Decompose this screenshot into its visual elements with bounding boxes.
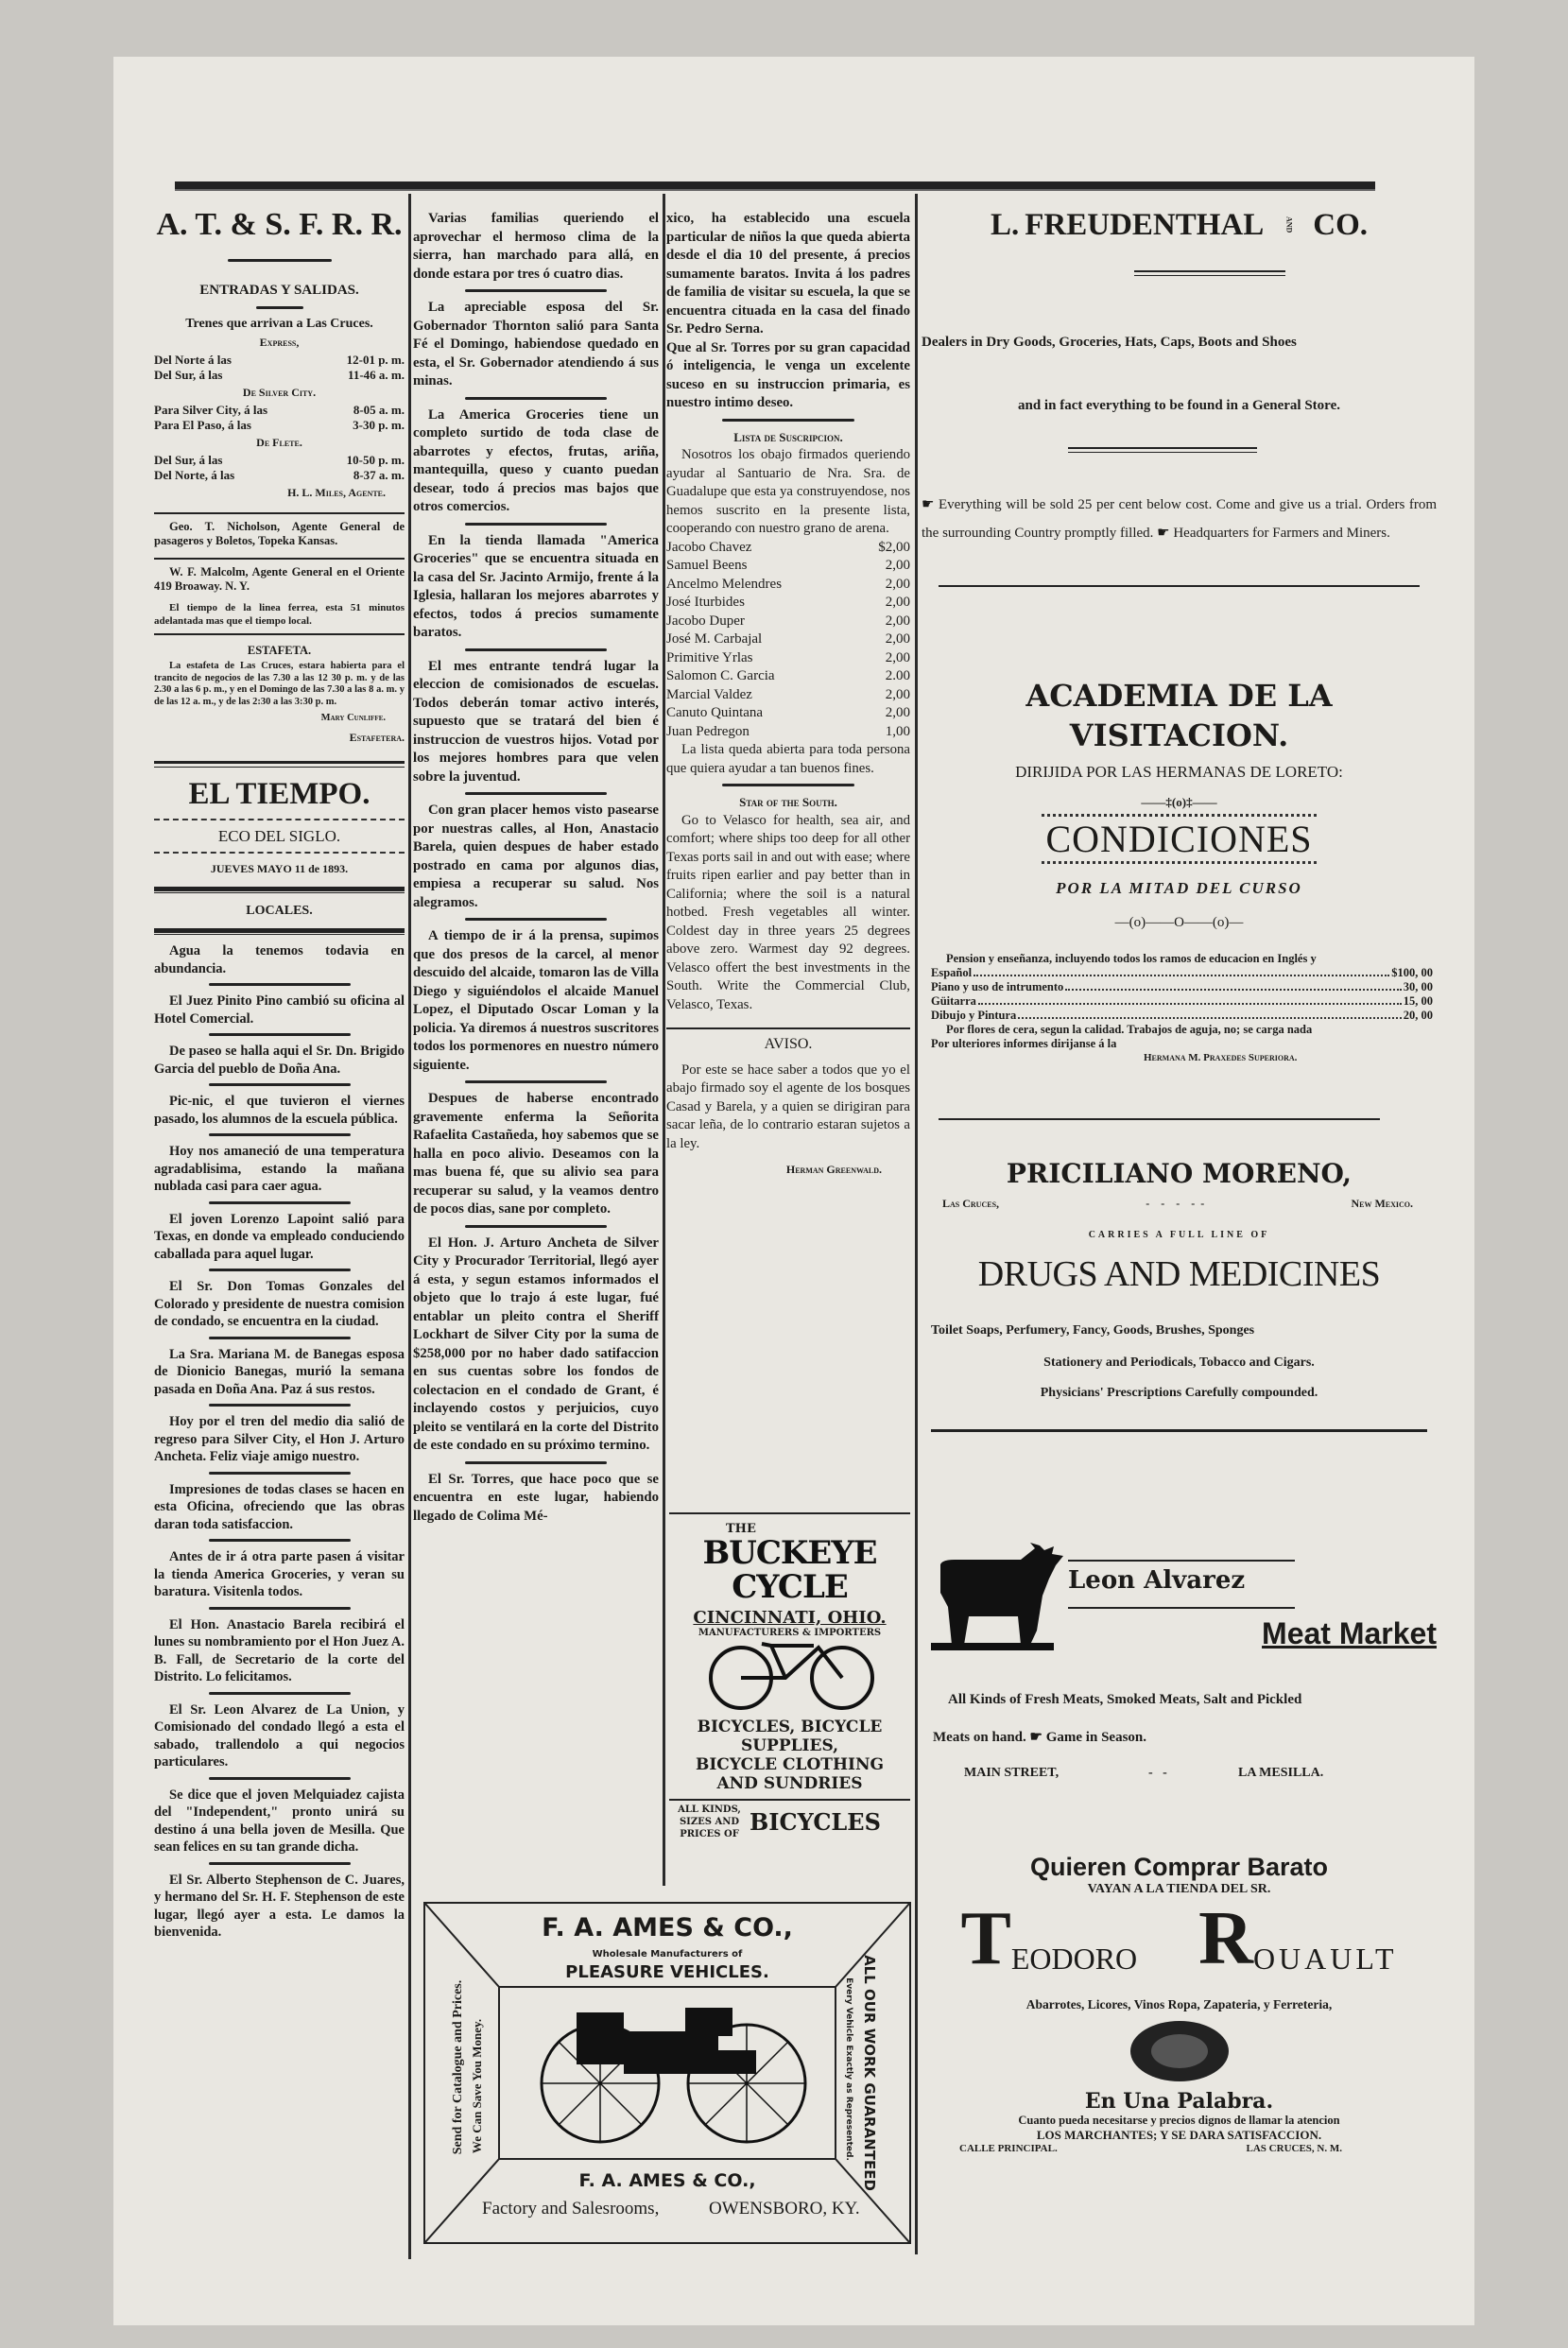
separator-rule (465, 792, 607, 795)
news-item: La apreciable esposa del Sr. Gobernador Thornton salió para Santa Fé el Domingo, habiendose quedado en esta, el Sr. Gobernador atendiendo á sus minas. (413, 300, 659, 388)
local-news-item-list (154, 942, 405, 1942)
news-item: Que al Sr. Torres por su gran capacidad ó inteligencia, le venga un excelente suceso en su instruccion primaria, es nuestro intimo deseo. (666, 339, 910, 410)
subscriber-row-label: Juan Pedregon (666, 723, 750, 739)
column-rule (663, 194, 665, 1886)
ornament-icon (1128, 2018, 1232, 2084)
bicycle-icon (696, 1638, 885, 1714)
buckeye-kinds: ALL KINDS, SIZES AND PRICES OF (678, 1804, 741, 1839)
fee-row-value: 30, 00 (1403, 980, 1433, 993)
freudenthal-co: CO. (1313, 208, 1369, 242)
meat-town: LA MESILLA. (1238, 1766, 1324, 1780)
buckeye-name: BUCKEYE CYCLE (702, 1534, 877, 1606)
freudenthal-line-2: and in fact everything to be found in a General Store. (1018, 398, 1340, 413)
aviso-title: AVISO. (764, 1036, 813, 1052)
train-row-value: 12-01 p. m. (346, 353, 405, 367)
column-rule (408, 194, 411, 2259)
locales-heading: LOCALES. (246, 904, 313, 918)
estafeta-text: La estafeta de Las Cruces, estara habierta para el trancito de negocios de las 7.30 a las 12 30 p. m. y de las 2.30 a las 6 p. m., y en el Domingo de las 7.30 a las 8 a. m. y de las 12 a. m., y de las 2:30 a las 3:30 p. m. (154, 661, 405, 707)
subscription-intro: Nosotros los obajo firmados queriendo ayudar al Santuario de Nra. Sra. de Guadalupe que esta ya construyendose, nos hemos suscrito en la presente lista, cooperando con nuestro grano de arena. (666, 447, 910, 536)
separator-rule (209, 1033, 351, 1036)
buckeye-line: BICYCLE CLOTHING (695, 1755, 885, 1774)
railroad-heading: ENTRADAS Y SALIDAS. (199, 283, 359, 298)
news-item: En la tienda llamada "America Groceries" que se encuentra situada en la casa del Sr. Jacinto Armijo, frente á la Iglesia, hallaran los mejores abarrotes y efectos, todos á precios sumamente baratos. (413, 532, 659, 640)
separator-rule (209, 1269, 351, 1271)
meat-owner: Leon Alvarez (1068, 1566, 1246, 1595)
subscriber-row-label: Primitive Yrlas (666, 649, 753, 665)
subscriber-row-value: 2,00 (885, 576, 910, 592)
local-news-item: Impresiones de todas clases se hacen en esta Oficina, ofreciendo que las obras daran toda satisfaccion. (154, 1481, 405, 1532)
moreno-line-3: Physicians' Prescriptions Carefully compounded. (1040, 1386, 1318, 1400)
separator-rule (465, 1080, 607, 1083)
fee-row-value: 15, 00 (1403, 994, 1433, 1008)
ames-title: F. A. AMES & CO., (542, 1913, 793, 1942)
train-row-list (154, 353, 405, 383)
aviso-text: Por este se hace saber a todos que yo el abajo firmado soy el agente de los bosques Casad y Barela, y a quien se dirigiran para sacar leña, de lo contrario estaran sujetos a la ley. (666, 1062, 910, 1151)
train-row-value: 10-50 p. m. (346, 453, 405, 467)
separator-rule (465, 1461, 607, 1464)
rouault-headline: Quieren Comprar Barato (1029, 1853, 1329, 1881)
subscriber-row (666, 613, 910, 631)
buckeye-city: CINCINNATI, OHIO. (693, 1608, 887, 1628)
academia-flores: Por flores de cera, segun la calidad. Trabajos de aguja, no; se carga nada (946, 1023, 1313, 1036)
fee-row (931, 994, 1433, 1009)
news-item-list (666, 210, 910, 413)
moreno-state: New Mexico. (1351, 1197, 1413, 1210)
academia-intro: Pension y enseñanza, incluyendo todos los ramos de educacion en Inglés y (946, 952, 1317, 965)
separator-rule (465, 1225, 607, 1228)
subscriber-row-value: 2,00 (885, 705, 910, 720)
separator-rule (209, 1472, 351, 1475)
local-news-item: El Juez Pinito Pino cambió su oficina al Hotel Comercial. (154, 993, 405, 1027)
separator-rule (209, 1201, 351, 1204)
rouault-initial-r: R (1198, 1897, 1253, 1980)
freudenthal-initial: L. (990, 208, 1020, 242)
separator-rule (209, 1083, 351, 1086)
separator-rule (465, 648, 607, 651)
freudenthal-name: FREUDENTHAL (1025, 208, 1265, 242)
silver-city-label: De Silver City. (242, 386, 317, 399)
train-row-label: Del Norte, á las (154, 468, 235, 482)
moreno-carries: CARRIES A FULL LINE OF (1088, 1230, 1270, 1240)
subscriber-row (666, 649, 910, 668)
meat-market-ad: Leon Alvarez Meat Market All Kinds of Fresh Meats, Smoked Meats, Salt and Pickled Meats on hand. ☛ Game in Season. MAIN STREET, - - LA MESILLA. (922, 1512, 1437, 1787)
pointing-hand-icon: ☛ (1157, 526, 1174, 541)
express-label: Express, (259, 336, 300, 349)
academia-mitad: POR LA MITAD DEL CURSO (1056, 879, 1302, 897)
carriage-icon (510, 2008, 822, 2149)
local-news-item: El Sr. Leon Alvarez de La Union, y Comisionado del condado llegó a esta el sabado, trallendolo a qui negocios particulares. (154, 1701, 405, 1770)
railroad-title: A. T. & S. F. R. R. (156, 207, 403, 242)
masthead-motto: ECO DEL SIGLO. (217, 827, 341, 845)
rouault-text-1: Cuanto pueda necesitarse y precios dignos de llamar la atencion (1018, 2114, 1340, 2127)
separator-rule (209, 1777, 351, 1780)
ames-product: PLEASURE VEHICLES. (565, 1962, 769, 1982)
dot-leader (1018, 1009, 1401, 1019)
time-notice: El tiempo de la linea ferrea, esta 51 minutos adelantada mas que el tiempo local. (154, 602, 405, 627)
ames-vehicles-ad (423, 1902, 911, 2244)
meat-line-2: Meats on hand. (933, 1730, 1026, 1745)
star-text: Go to Velasco for health, sea air, and comfort; where ships too deep for all other Texas ports sail in and out with ease; where fruits ripen earlier and pay better than in California; where the soil is a natural hotbed. Fresh vegetables all winter. Coldest day in three years 25 degrees above zero. Warmest day 92 degrees. Velasco offert the best investments in the South. Write the Commercial Club, Velasco, Texas. (666, 812, 910, 1012)
news-item: La America Groceries tiene un completo surtido de toda clase de abarrotes y efectos, frutas, ariña, mantequilla, queso y cuanto puedan desear, todo á precios mas bajos que otros comercios. (413, 406, 659, 514)
train-row-value: 8-37 a. m. (353, 468, 405, 482)
news-item: El Sr. Torres, que hace poco que se encuentra en este lugar, habiendo llegado de Colima Mé- (413, 1471, 659, 1524)
subscriber-row-value: 2,00 (885, 649, 910, 665)
moreno-city: Las Cruces, (942, 1197, 1000, 1210)
subscriber-row-label: Salomon C. Garcia (666, 668, 775, 683)
fee-row (931, 966, 1433, 980)
train-row-list (154, 453, 405, 483)
local-news-item: La Sra. Mariana M. de Banegas esposa de Dionicio Banegas, murió la semana pasada en Doña Ana. Paz á sus restos. (154, 1346, 405, 1397)
local-news-item: El Sr. Alberto Stephenson de C. Juares, y hermano del Sr. H. F. Stephenson de este lugar, llegó ayer a esta. Le damos la bienvenida. (154, 1872, 405, 1940)
rouault-palabra: En Una Palabra. (1084, 2089, 1274, 2114)
rouault-text-2: LOS MARCHANTES; Y SE DARA SATISFACCION. (1036, 2128, 1322, 2142)
separator-rule (209, 1337, 351, 1339)
column-1 (154, 206, 405, 1942)
subscriber-row (666, 539, 910, 558)
subscriber-row-value: 2,00 (885, 686, 910, 702)
train-row (154, 468, 405, 483)
rouault-town: LAS CRUCES, N. M. (1246, 2143, 1342, 2154)
buckeye-line: BICYCLES, BICYCLE SUPPLIES, (697, 1718, 883, 1755)
fee-row (931, 980, 1433, 994)
subscriber-row-value: 2,00 (885, 558, 910, 573)
ames-right-text-2: Every Vehicle Exactly as Represented. (844, 1977, 853, 2161)
subscriber-row (666, 723, 910, 742)
freudenthal-and: AND (1284, 216, 1294, 233)
news-item: Despues de haberse encontrado gravemente enferma la Señorita Rafaelita Castañeda, hoy sabemos que se halla en poco alivio. Deseamos con la mas buena fé, que su alivio sea para recuperar su salud, y la veamos dentro de pocos dias, sane por completo. (413, 1091, 659, 1217)
buckeye-cycle-ad (669, 1512, 910, 1853)
freudenthal-ad (922, 206, 1437, 587)
academia-informes: Por ulteriores informes dirijanse á la (931, 1037, 1117, 1050)
train-row-value: 11-46 a. m. (348, 368, 405, 382)
train-row (154, 403, 405, 418)
subscription-close: La lista queda abierta para toda persona que quiera ayudar a tan buenos fines. (666, 742, 910, 776)
separator-rule (209, 1692, 351, 1695)
subscriber-row-label: Jacobo Duper (666, 613, 745, 629)
ames-left-text: Send for Catalogue and Prices. (451, 1979, 465, 2155)
estafeta-title: ESTAFETA. (247, 644, 312, 657)
subscriber-row (666, 686, 910, 705)
estafeta-role: Estafetera. (349, 731, 405, 744)
local-news-item: El Sr. Don Tomas Gonzales del Colorado y presidente de nuestra comision de condado, se encuentra en la ciudad. (154, 1279, 405, 1329)
rouault-initial-t: T (960, 1897, 1011, 1980)
buckeye-line: AND SUNDRIES (716, 1774, 863, 1793)
ames-factory: Factory and Salesrooms, (482, 2199, 660, 2219)
subscriber-row (666, 704, 910, 723)
rouault-store-ad (922, 1853, 1437, 2154)
freudenthal-line-1: Dealers in Dry Goods, Groceries, Hats, Caps, Boots and Shoes (922, 335, 1297, 350)
moreno-drugstore-ad: PRICILIANO MORENO, Las Cruces, - - - - - New Mexico. CARRIES A FULL LINE OF DRUGS AND MEDICINES Toilet Soaps, Perfumery, Fancy, Goods, Brushes, Sponges Stationery and Periodicals, Tobacco and Cigars. Physicians' Prescriptions Carefully compounded. (922, 1118, 1437, 1432)
masthead: EL TIEMPO. (188, 777, 370, 811)
local-news-item: Hoy nos amaneció de una temperatura agradablisima, estando la mañana nublada casi para caer agua. (154, 1144, 405, 1194)
column-3 (666, 210, 910, 1180)
separator-rule (209, 983, 351, 986)
moreno-line-1: Toilet Soaps, Perfumery, Fancy, Goods, Brushes, Sponges (931, 1323, 1255, 1338)
buckeye-trade: MANUFACTURERS & IMPORTERS (698, 1628, 882, 1638)
moreno-drugs: DRUGS AND MEDICINES (977, 1254, 1381, 1294)
subscriber-row-value: 2,00 (885, 595, 910, 610)
local-news-item: El Hon. Anastacio Barela recibirá el lunes su nombramiento por el Hon Juez A. B. Fall, de Secretario de la corte del Distrito. Lo felicitamos. (154, 1616, 405, 1684)
news-item: El Hon. J. Arturo Ancheta de Silver City y Procurador Territorial, llegó ayer á esta, y segun estamos informados el objeto que lo trajo á este lugar, fué entablar un pleito contra el Sheriff Lockhart de Silver City por la suma de $258,000 por no haber dado satifaccion en sus cuentas sobre los fondos de colectacion en el condado de Grant, é inclayendo costos y perjuicios, cuyo pleito se ventilará en la corte del Distrito de este condado en su próximo termino. (413, 1234, 659, 1453)
subscriber-row-label: Jacobo Chavez (666, 539, 752, 555)
news-item: xico, ha establecido una escuela particular de niños la que queda abierta desde el dia 10 del presente, á precios sumamente baratos. Invita á los padres de familia de visitar su escuela, la que se encuentra cituada en la casa del finado Sr. Pedro Serna. (666, 211, 910, 337)
star-title: Star of the South. (739, 795, 837, 809)
fee-row-label: Español (931, 966, 973, 979)
train-row (154, 353, 405, 368)
ames-right-text: ALL OUR WORK GUARANTEED (861, 1955, 878, 2191)
ames-city: OWENSBORO, KY. (709, 2199, 860, 2219)
subscriber-row-label: José Iturbides (666, 595, 745, 610)
separator-rule (209, 1404, 351, 1407)
aviso-signature: Herman Greenwald. (785, 1163, 882, 1176)
meat-market-title: Meat Market (1262, 1616, 1437, 1650)
ames-bottom-name: F. A. AMES & CO., (578, 2170, 756, 2191)
ornament: —(o)——O——(o)— (1114, 915, 1244, 930)
train-row-list (154, 403, 405, 433)
subscriber-row-value: 2,00 (885, 613, 910, 629)
news-item: A tiempo de ir á la prensa, supimos que dos presos de la carcel, al menor descuido del alcaide, tomaron las de Villa Diego y siguiéndolos el alcaide Manuel Lopez, el Diputado Oscar Loman y la policia. Ya diremos á nuestros suscritores todos los pormenores en nuestro número siguiente. (413, 928, 659, 1073)
separator-rule (465, 289, 607, 292)
subscriber-row (666, 630, 910, 649)
separator-rule (465, 523, 607, 526)
pointing-hand-icon: ☛ (922, 497, 939, 512)
train-row-label: Del Sur, á las (154, 453, 223, 467)
subscriber-row-label: Samuel Beens (666, 558, 748, 573)
buckeye-bicycles: BICYCLES (750, 1808, 881, 1836)
subscriber-row-value: $2,00 (878, 539, 910, 555)
condiciones-heading: CONDICIONES (1042, 814, 1316, 864)
fee-row (931, 1009, 1433, 1023)
news-item-list (413, 210, 659, 1526)
subscriber-row (666, 667, 910, 686)
rouault-goods: Abarrotes, Licores, Vinos Ropa, Zapateria, y Ferreteria, (1025, 1997, 1333, 2011)
issue-date: JUEVES MAYO 11 de 1893. (210, 862, 349, 875)
fee-row-label: Dibujo y Pintura (931, 1009, 1017, 1022)
fee-row-label: Güitarra (931, 994, 976, 1008)
train-row (154, 418, 405, 433)
train-row-label: Para El Paso, á las (154, 418, 251, 432)
train-row (154, 453, 405, 468)
dot-leader (978, 994, 1402, 1005)
subscriber-row-value: 2.00 (885, 668, 910, 683)
train-row-label: Para Silver City, á las (154, 403, 268, 417)
freudenthal-promo: Everything will be sold 25 per cent below cost. Come and give us a trial. Orders from the surrounding Country promptly filled. (922, 497, 1437, 541)
meat-line-1: All Kinds of Fresh Meats, Smoked Meats, Salt and Pickled (948, 1692, 1302, 1707)
local-news-item: Hoy por el tren del medio dia salió de regreso para Silver City, el Hon J. Arturo Ancheta. Feliz viaje amigo nuestro. (154, 1414, 405, 1464)
rouault-sub: VAYAN A LA TIENDA DEL SR. (1087, 1882, 1271, 1896)
buckeye-line-list (669, 1718, 910, 1793)
academia-title: ACADEMIA DE LA VISITACION. (1025, 678, 1333, 753)
separator-rule (209, 1133, 351, 1136)
separator-rule (209, 1539, 351, 1542)
subscriber-row (666, 557, 910, 576)
fee-row-value: 20, 00 (1403, 1009, 1433, 1022)
subscriber-row-label: José M. Carbajal (666, 631, 763, 647)
local-news-item: Agua la tenemos todavia en abundancia. (154, 943, 405, 976)
news-item: Con gran placer hemos visto pasearse por nuestras calles, al Hon, Anastacio Barela, quien despues de haber estado postrado en cama por algunos dias, empiesa a recuperar su salud. Nos alegramos. (413, 803, 659, 910)
nicholson-notice: Geo. T. Nicholson, Agente General de pasageros y Boletos, Topeka Kansas. (154, 520, 405, 547)
rouault-first: EODORO (1010, 1942, 1138, 1976)
news-item: Varias familias queriendo el aprovechar el hermoso clima de la sierra, han marchado para allá, en donde estara por tres ó cuatro dias. (413, 211, 659, 282)
separator-rule (209, 1607, 351, 1610)
separator-rule (209, 1862, 351, 1865)
academia-directed: DIRIJIDA POR LAS HERMANAS DE LORETO: (1015, 763, 1343, 781)
news-item: El mes entrante tendrá lugar la eleccion de comisionados de escuelas. Todos deberán tomar activo interés, supuesto que se tratará del bien é instruccion de vuestros hijos. Votad por los mejores hombres para que velen sobre la juventud. (413, 658, 659, 785)
cow-icon (931, 1541, 1063, 1654)
local-news-item: Se dice que el joven Melquiadez cajista del "Independent," pronto unirá su destino á una bella joven de Mesilla. Que sean felices en su tan grande dicha. (154, 1787, 405, 1855)
local-news-item: Pic-nic, el que tuvieron el viernes pasado, los alumnos de la escuela pública. (154, 1094, 405, 1127)
academia-signature: Hermana M. Praxedes Superiora. (1144, 1052, 1298, 1063)
estafeta-signature: Mary Cunliffe. (320, 713, 386, 723)
subscriber-row (666, 594, 910, 613)
freudenthal-hq: Headquarters for Farmers and Miners. (1173, 526, 1390, 541)
dot-leader (974, 966, 1389, 976)
subscriber-row-label: Marcial Valdez (666, 686, 752, 702)
moreno-line-2: Stationery and Periodicals, Tobacco and Cigars. (1043, 1355, 1315, 1370)
fee-row-list (931, 966, 1433, 1023)
ornament: ——‡(o)‡—— (1141, 795, 1217, 809)
rouault-street: CALLE PRINCIPAL. (959, 2143, 1058, 2154)
train-row (154, 368, 405, 383)
freight-label: De Flete. (256, 436, 302, 449)
railroad-agent: H. L. Miles, Agente. (287, 486, 386, 499)
local-news-item: De paseo se halla aqui el Sr. Dn. Brigido Garcia del pueblo de Doña Ana. (154, 1044, 405, 1077)
train-row-label: Del Sur, á las (154, 368, 223, 382)
dot-leader (1065, 980, 1401, 991)
meat-game: Game in Season. (1045, 1730, 1146, 1745)
fee-row-value: $100, 00 (1391, 966, 1433, 979)
railroad-subheading: Trenes que arrivan a Las Cruces. (185, 317, 373, 331)
subscriber-row-label: Canuto Quintana (666, 705, 764, 720)
separator-rule (465, 918, 607, 921)
fee-row-label: Piano y uso de intrumento (931, 980, 1064, 993)
column-2 (413, 210, 659, 1526)
academia-ad (922, 676, 1437, 1065)
moreno-name: PRICILIANO MORENO, (1006, 1158, 1353, 1189)
train-row-value: 3-30 p. m. (353, 418, 405, 432)
buckeye-the: THE (726, 1522, 756, 1536)
local-news-item: El joven Lorenzo Lapoint salió para Texas, en donde va empleado conduciendo caballada para aquel lugar. (154, 1211, 405, 1262)
subscriber-row-label: Ancelmo Melendres (666, 576, 783, 592)
subscriber-row-value: 2,00 (885, 631, 910, 647)
pointing-hand-icon: ☛ (1029, 1730, 1042, 1745)
subscription-title: Lista de Suscripcion. (733, 429, 843, 444)
subscriber-row (666, 576, 910, 595)
meat-street: MAIN STREET, (964, 1766, 1060, 1780)
local-news-item: Antes de ir á otra parte pasen á visitar la tienda America Groceries, y veran su baratura. Visitenla todos. (154, 1549, 405, 1599)
separator-rule (465, 397, 607, 400)
train-row-value: 8-05 a. m. (353, 403, 405, 417)
top-rule (175, 181, 1375, 191)
rouault-last: OUAULT (1252, 1942, 1398, 1976)
malcolm-notice: W. F. Malcolm, Agente General en el Oriente 419 Broaway. N. Y. (154, 565, 405, 593)
subscriber-row-value: 1,00 (885, 723, 910, 739)
subscriber-row-list (666, 539, 910, 742)
column-rule (915, 194, 918, 2254)
ames-subtitle: Wholesale Manufacturers of (592, 1949, 743, 1960)
ames-left-text-2: We Can Save You Money. (470, 2018, 484, 2154)
train-row-label: Del Norte á las (154, 353, 232, 367)
